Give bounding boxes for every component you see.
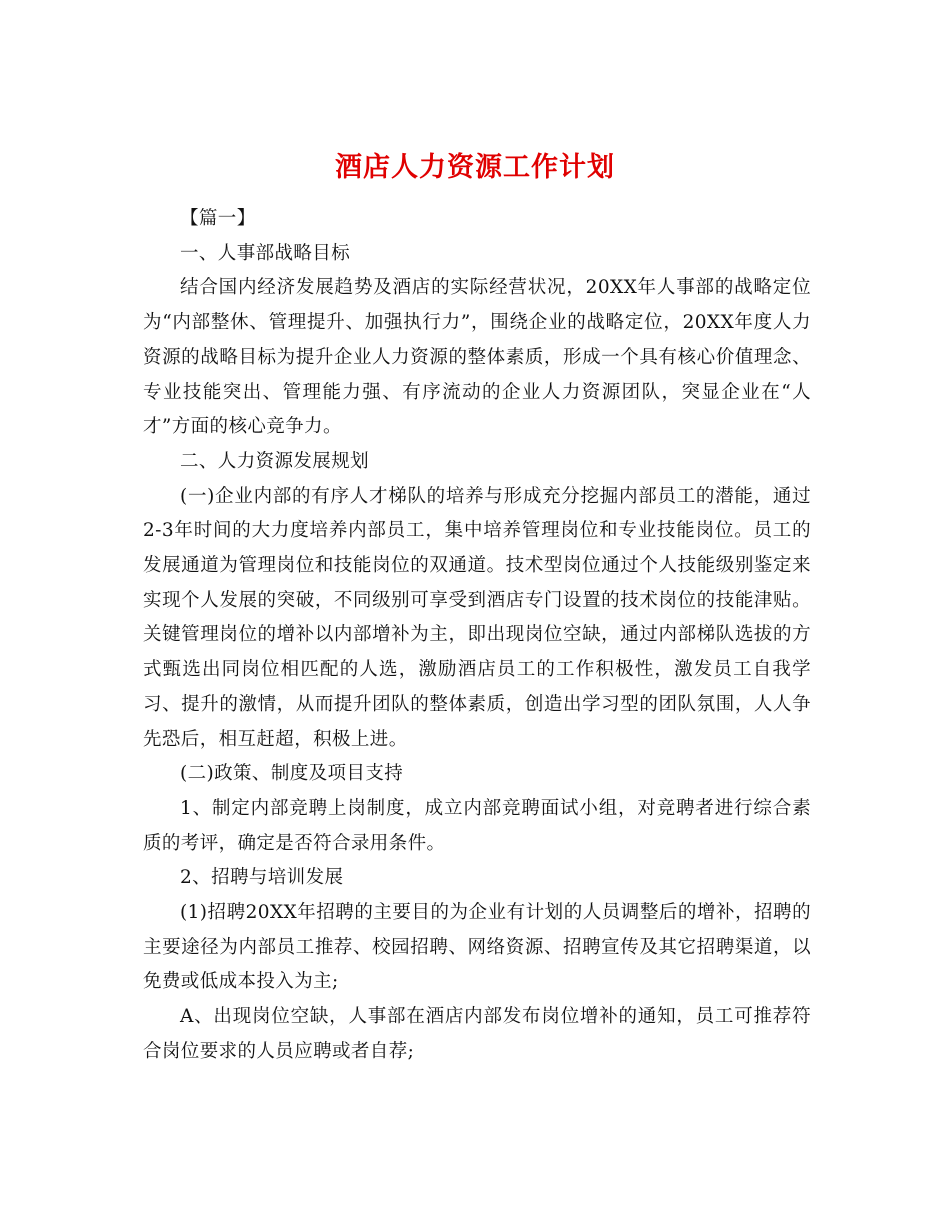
heading-development-plan: 二、人力资源发展规划 (180, 450, 370, 472)
paragraph-talent-pipeline: (一)企业内部的有序人才梯队的培养与形成充分挖掘内部员工的潜能，通过2-3年时间的大力度培养内部员工，集中培养管理岗位和专业技能岗位。员工的发展通道为管理岗位和技能岗位的双通道。技术型岗位通过个人技能级别鉴定来实现个人发展的突破，不同级别可享受到酒店专门设置的技术岗位的技能津贴。关键管理岗位的增补以内部增补为主，即出现岗位空缺，通过内部梯队选拔的方式甄选出同岗位相匹配的人选，激励酒店员工的工作积极性，激发员工自我学习、提升的激情，从而提升团队的整体素质，创造出学习型的团队氛围，人人争先恐后，相互赶超，积极上进。 (143, 485, 811, 750)
heading-strategy-goal: 一、人事部战略目标 (180, 242, 351, 264)
paragraph-recruitment: (1)招聘20XX年招聘的主要目的为企业有计划的人员调整后的增补，招聘的主要途径为内部员工推荐、校园招聘、网络资源、招聘宣传及其它招聘渠道，以免费或低成本投入为主; (143, 902, 811, 993)
paragraph-internal-competition: 1、制定内部竞聘上岗制度，成立内部竞聘面试小组，对竞聘者进行综合素质的考评，确定是否符合录用条件。 (143, 797, 811, 854)
section-label: 【篇一】 (180, 208, 256, 229)
heading-policy-support: (二)政策、制度及项目支持 (180, 763, 404, 785)
heading-recruit-training: 2、招聘与培训发展 (180, 867, 344, 889)
paragraph-strategy: 结合国内经济发展趋势及酒店的实际经营状况，20XX年人事部的战略定位为“内部整休、管理提升、加强执行力”，围绕企业的战略定位，20XX年度人力资源的战略目标为提升企业人力资源的整体素质，形成一个具有核心价值理念、专业技能突出、管理能力强、有序流动的企业人力资源团队，突显企业在“人才”方面的核心竞争力。 (143, 277, 811, 438)
document-body (143, 202, 811, 1070)
document-title: 酒店人力资源工作计划 (335, 152, 615, 184)
paragraph-vacancy: A、出现岗位空缺，人事部在酒店内部发布岗位增补的通知，员工可推荐符合岗位要求的人员应聘或者自荐; (143, 1006, 811, 1062)
